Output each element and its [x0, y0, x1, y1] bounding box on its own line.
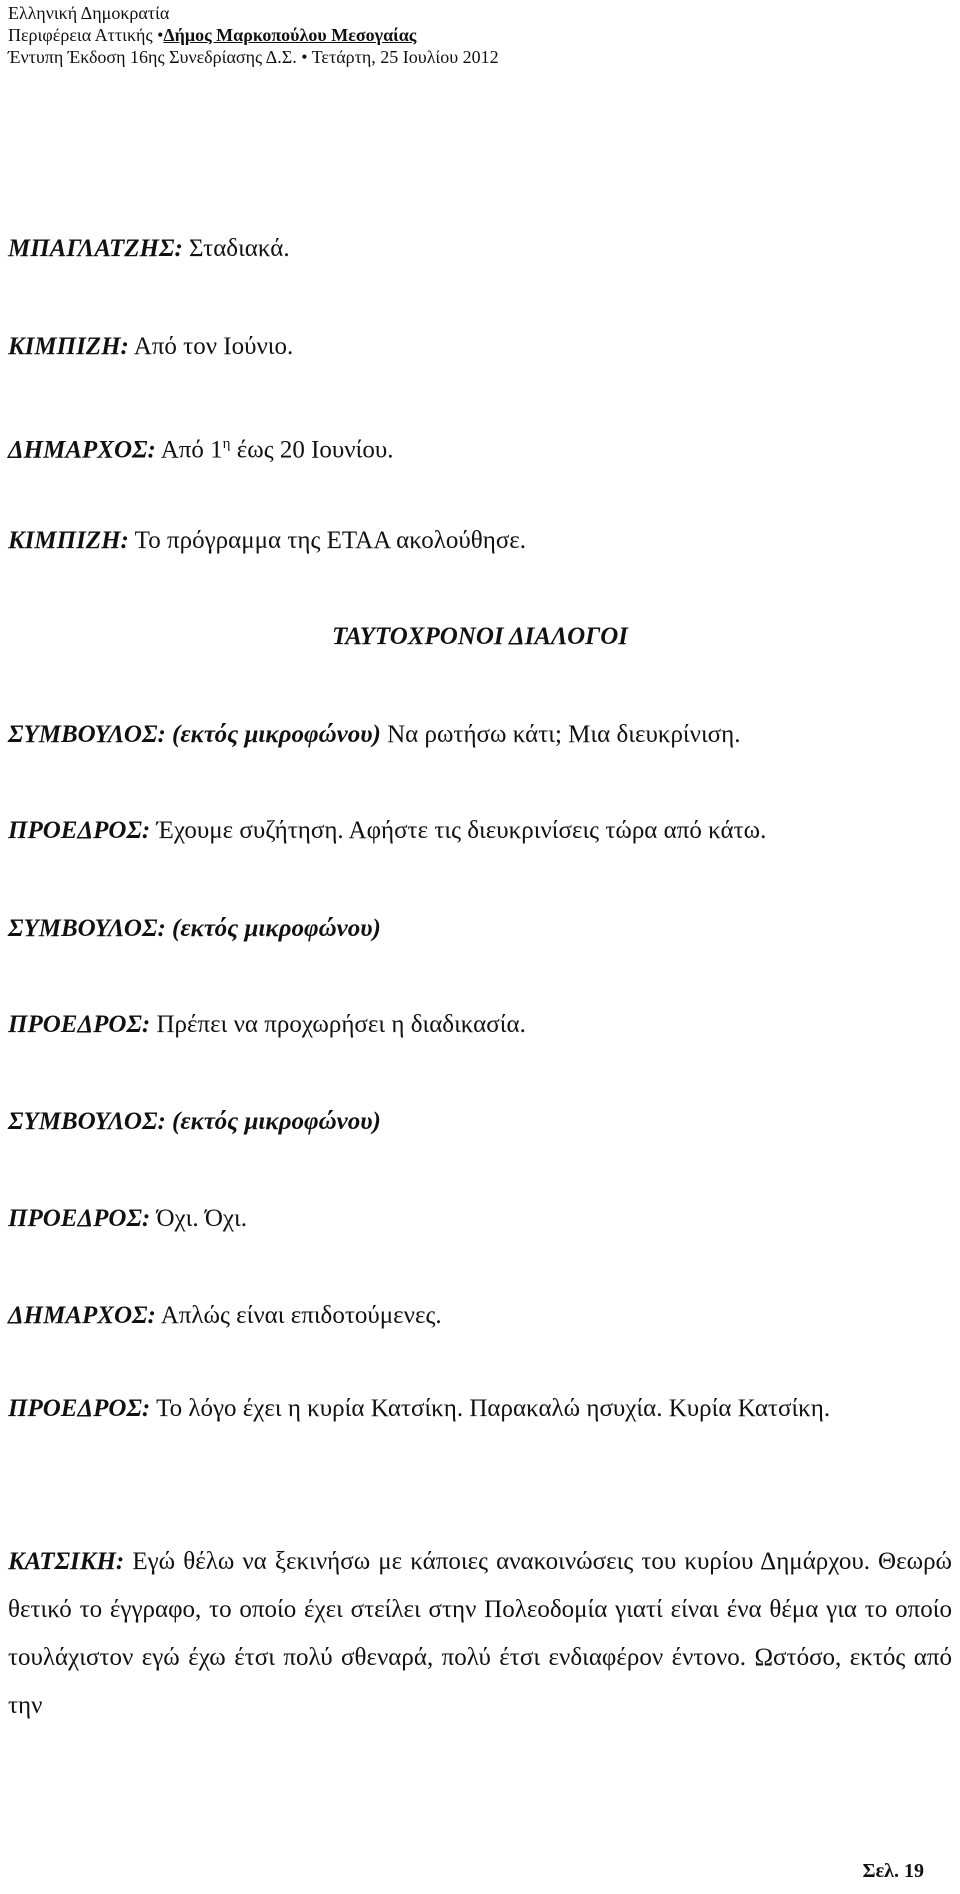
- speech-text: έως 20 Ιουνίου.: [236, 436, 394, 464]
- speech-text: Το πρόγραμμα της ΕΤΑΑ ακολούθησε.: [134, 527, 527, 554]
- page-number: Σελ. 19: [862, 1860, 924, 1882]
- header-region-line: [8, 24, 499, 46]
- header-edition: Έντυπη Έκδοση 16ης Συνεδρίασης Δ.Σ. • Τετάρτη, 25 Ιουλίου 2012: [8, 47, 499, 67]
- speaker-name: ΠΡΟΕΔΡΟΣ:: [8, 1011, 151, 1038]
- paragraph: [8, 1386, 952, 1432]
- paragraph: [8, 814, 952, 848]
- speech-text: Έχουμε συζήτηση. Αφήστε τις διευκρινίσεις τώρα από κάτω.: [156, 817, 767, 844]
- header-municipality: Δήμος Μαρκοπούλου Μεσογαίας: [163, 25, 417, 45]
- paragraph: [8, 1105, 952, 1139]
- speaker-name: ΚΙΜΠΙΖΗ:: [8, 527, 129, 554]
- paragraph: [8, 718, 952, 752]
- section-heading: [8, 620, 952, 654]
- header-country: Ελληνική Δημοκρατία: [8, 3, 170, 23]
- speaker-name: ΚΑΤΣΙΚΗ:: [8, 1548, 125, 1575]
- speech-text: Από τον Ιούνιο.: [133, 333, 294, 360]
- paragraph: [8, 1202, 952, 1236]
- speech-text: Όχι. Όχι.: [156, 1205, 248, 1232]
- document-header: [8, 2, 499, 68]
- speech-text: Να ρωτήσω κάτι; Μια διευκρίνιση.: [387, 721, 741, 748]
- speaker-name: ΣΥΜΒΟΥΛΟΣ: (εκτός μικροφώνου): [8, 915, 381, 942]
- paragraph: [8, 330, 952, 364]
- speaker-name: ΔΗΜΑΡΧΟΣ:: [8, 1302, 156, 1329]
- header-region: Περιφέρεια Αττικής •: [8, 25, 164, 45]
- paragraph: [8, 524, 952, 558]
- speech-text: Από 1: [160, 436, 223, 464]
- speaker-name: ΠΡΟΕΔΡΟΣ:: [8, 1395, 151, 1422]
- speech-text: Σταδιακά.: [189, 235, 290, 262]
- speech-text: Το λόγο έχει η κυρία Κατσίκη. Παρακαλώ ησυχία. Κυρία Κατσίκη.: [156, 1395, 831, 1422]
- speaker-name: ΠΡΟΕΔΡΟΣ:: [8, 1205, 151, 1232]
- speaker-name: ΜΠΑΓΛΑΤΖΗΣ:: [8, 235, 183, 262]
- paragraph: [8, 912, 952, 946]
- superscript: η: [222, 436, 231, 452]
- speaker-name: ΠΡΟΕΔΡΟΣ:: [8, 817, 151, 844]
- speaker-name: ΣΥΜΒΟΥΛΟΣ: (εκτός μικροφώνου): [8, 721, 381, 748]
- paragraph: [8, 427, 952, 467]
- speech-text: Απλώς είναι επιδοτούμενες.: [160, 1302, 442, 1329]
- heading-text: ΤΑΥΤΟΧΡΟΝΟΙ ΔΙΑΛΟΓΟΙ: [331, 623, 629, 650]
- paragraph: [8, 1008, 952, 1042]
- paragraph: [8, 232, 952, 266]
- speaker-name: ΔΗΜΑΡΧΟΣ:: [8, 436, 156, 464]
- speaker-name: ΚΙΜΠΙΖΗ:: [8, 333, 129, 360]
- paragraph: [8, 1299, 952, 1333]
- speech-text: Εγώ θέλω να ξεκινήσω με κάποιες ανακοινώσεις του κυρίου Δημάρχου. Θεωρώ θετικό το έγγραφο, το οποίο έχει στείλει στην Πολεοδομία γιατί είναι ένα θέμα για το οποίο τουλάχιστον εγώ έχω έτσι πολύ σθεναρά, πολύ έτσι ενδιαφέρον έντονο. Ωστόσο, εκτός από την: [8, 1548, 952, 1719]
- speech-text: Πρέπει να προχωρήσει η διαδικασία.: [156, 1011, 526, 1038]
- paragraph: [8, 1538, 952, 1730]
- speaker-name: ΣΥΜΒΟΥΛΟΣ: (εκτός μικροφώνου): [8, 1108, 381, 1135]
